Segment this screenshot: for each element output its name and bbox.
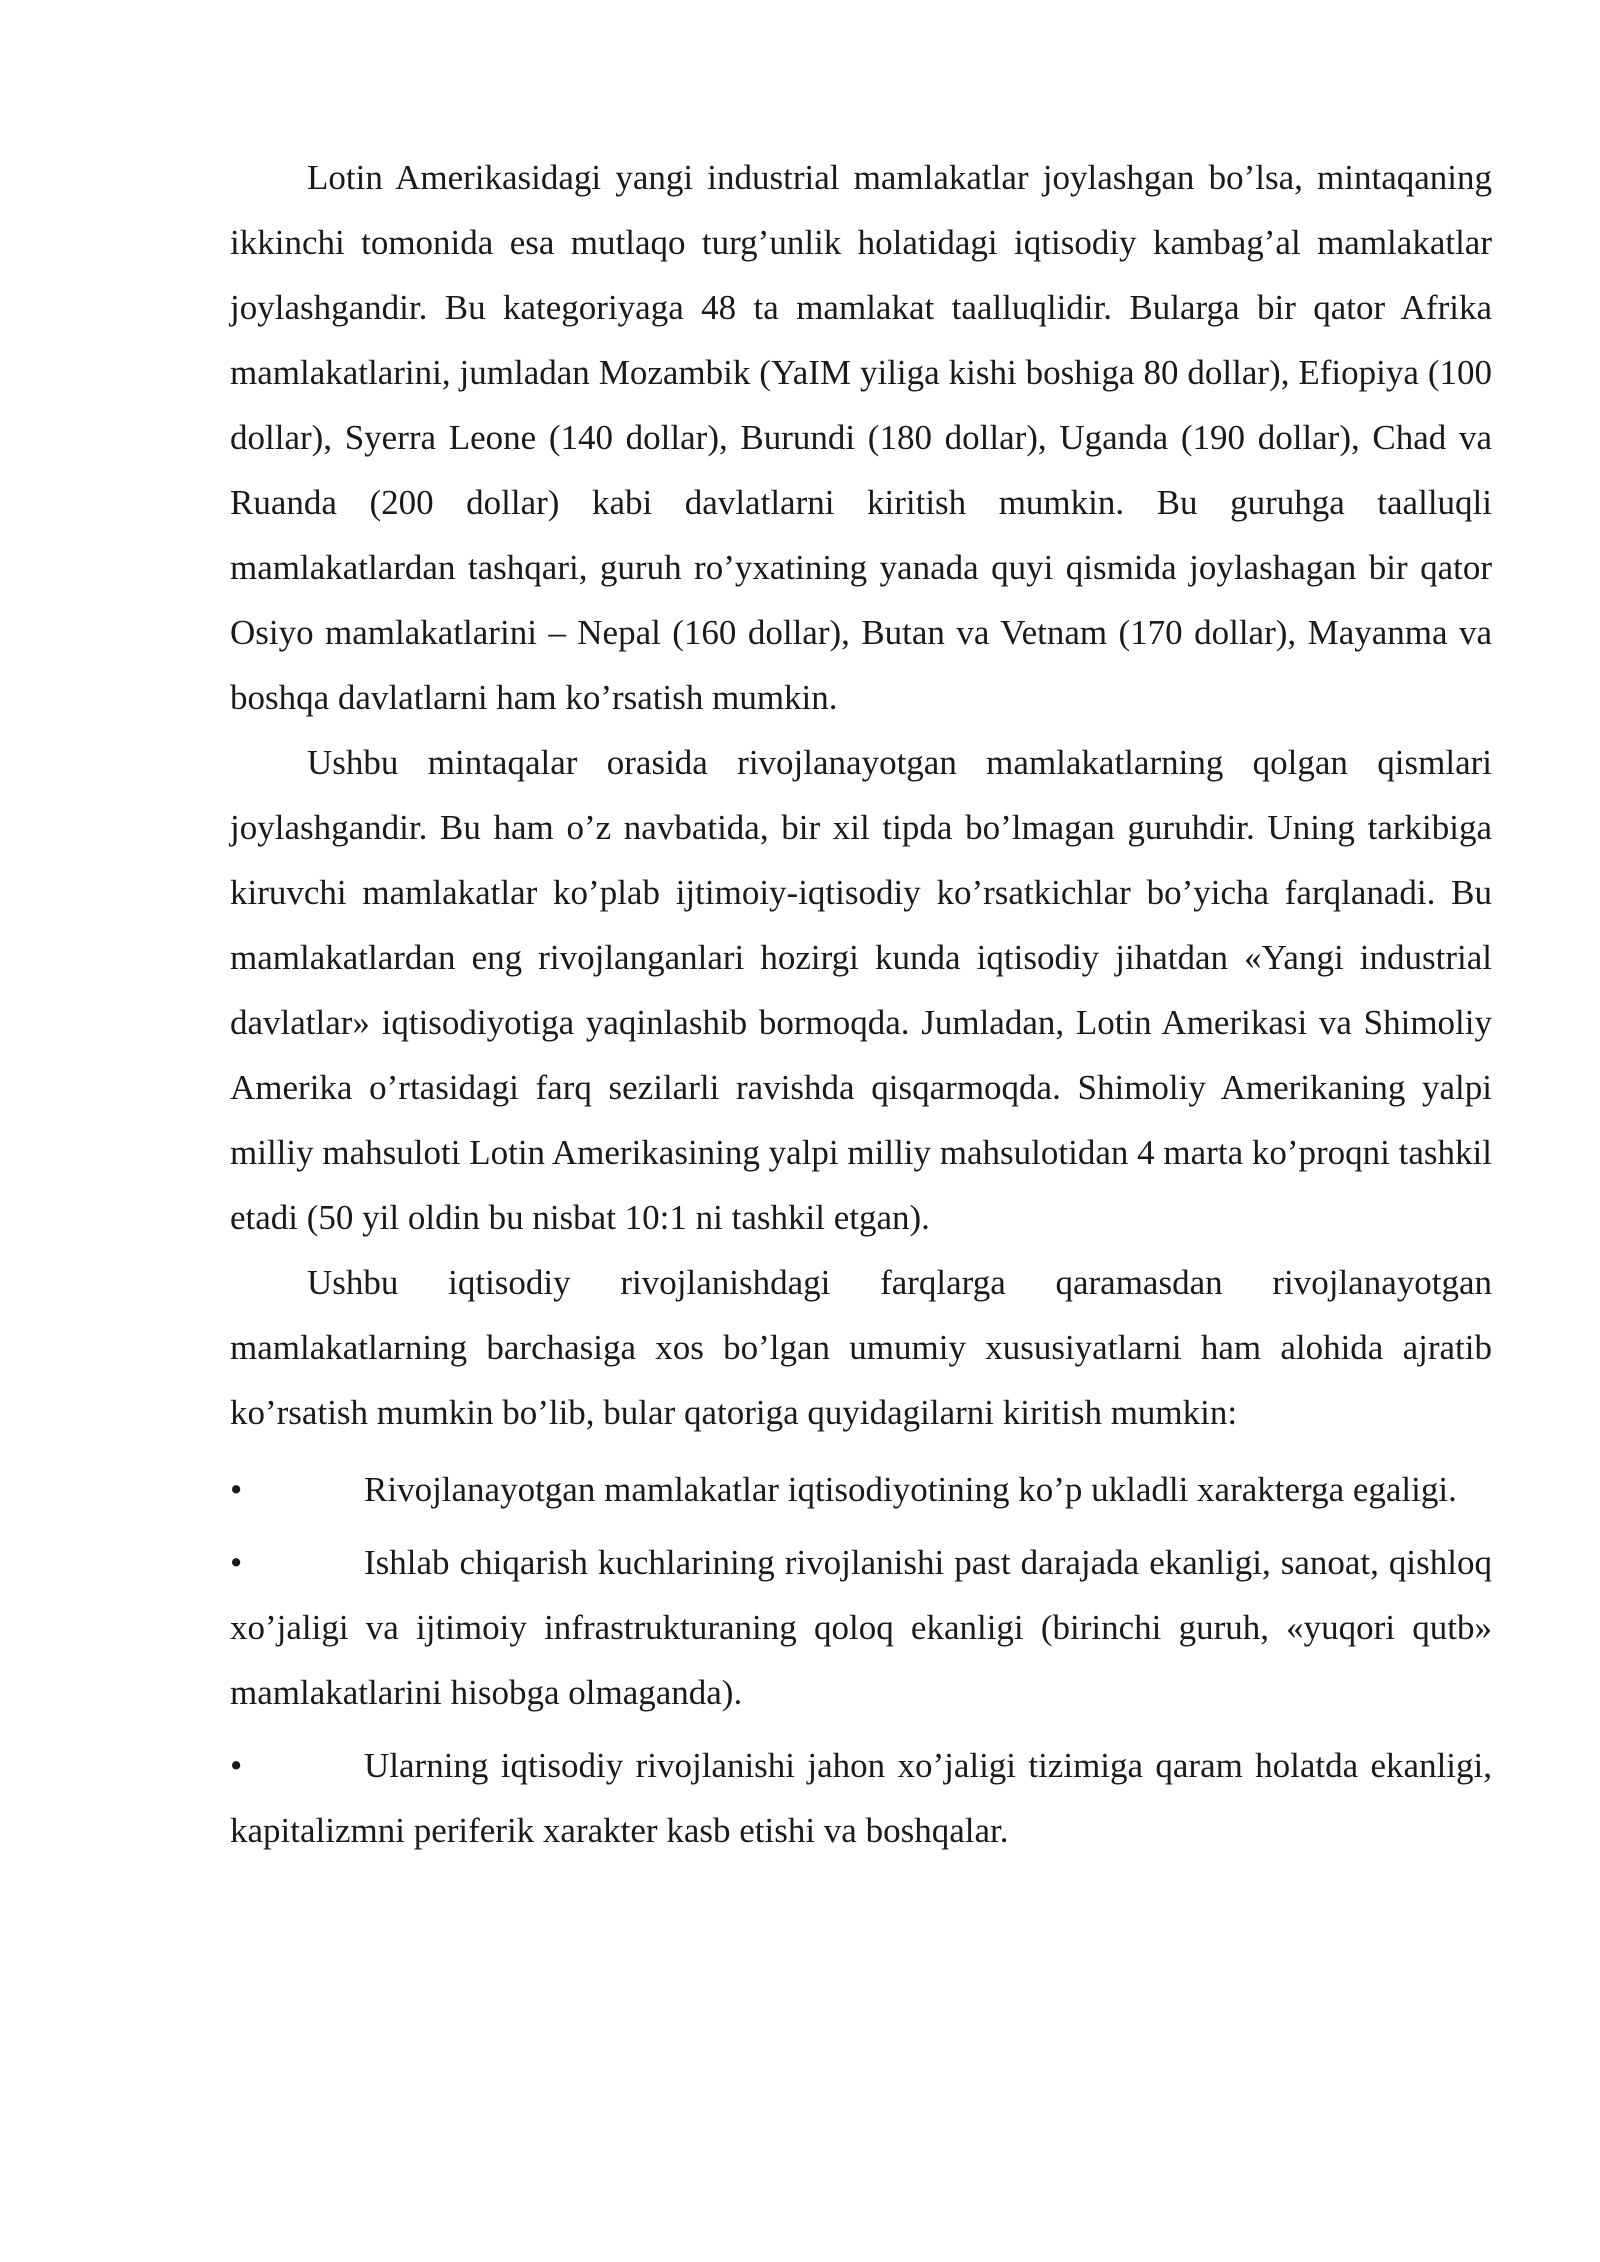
paragraph-3: Ushbu iqtisodiy rivojlanishdagi farqlarga qaramasdan rivojlanayotgan mamlakatlarning barchasiga xos bo’lgan umumiy xususiyatlarni ham alohida ajratib ko’rsatish mumkin bo’lib, bular qatoriga quyidagilarni kiritish mumkin:	[230, 1263, 1492, 1432]
bullet-icon: •	[230, 1470, 243, 1509]
bullet-icon: •	[230, 1543, 243, 1582]
bullet-item-2	[230, 1530, 1492, 1725]
bullet-item-3	[230, 1733, 1492, 1863]
paragraph-1: Lotin Amerikasidagi yangi industrial mamlakatlar joylashgan bo’lsa, mintaqaning ikkinchi tomonida esa mutlaqo turg’unlik holatidagi iqtisodiy kambag’al mamlakatlar joylashgandir. Bu kategoriyaga 48 ta mamlakat taalluqlidir. Bularga bir qator Afrika mamlakatlarini, jumladan Mozambik (YaIM yiliga kishi boshiga 80 dollar), Efiopiya (100 dollar), Syerra Leone (140 dollar), Burundi (180 dollar), Uganda (190 dollar), Chad va Ruanda (200 dollar) kabi davlatlarni kiritish mumkin. Bu guruhga taalluqli mamlakatlardan tashqari, guruh ro’yxatining yanada quyi qismida joylashagan bir qator Osiyo mamlakatlarini – Nepal (160 dollar), Butan va Vetnam (170 dollar), Mayanma va boshqa davlatlarni ham ko’rsatish mumkin.	[230, 158, 1492, 717]
document-body	[230, 145, 1492, 1863]
bullet-icon: •	[230, 1746, 243, 1785]
bullet-item-1	[230, 1457, 1492, 1522]
bullet-text: Rivojlanayotgan mamlakatlar iqtisodiyotining ko’p ukladli xarakterga egaligi.	[364, 1470, 1457, 1509]
bullet-text: Ishlab chiqarish kuchlarining rivojlanishi past darajada ekanligi, sanoat, qishloq xo’jaligi va ijtimoiy infrastrukturaning qoloq ekanligi (birinchi guruh, «yuqori qutb» mamlakatlarini hisobga olmaganda).	[230, 1543, 1492, 1712]
bullet-text: Ularning iqtisodiy rivojlanishi jahon xo’jaligi tizimiga qaram holatda ekanligi, kapitalizmni periferik xarakter kasb etishi va boshqalar.	[230, 1746, 1492, 1850]
paragraph-2: Ushbu mintaqalar orasida rivojlanayotgan mamlakatlarning qolgan qismlari joylashgandir. Bu ham o’z navbatida, bir xil tipda bo’lmagan guruhdir. Uning tarkibiga kiruvchi mamlakatlar ko’plab ijtimoiy-iqtisodiy ko’rsatkichlar bo’yicha farqlanadi. Bu mamlakatlardan eng rivojlanganlari hozirgi kunda iqtisodiy jihatdan «Yangi industrial davlatlar» iqtisodiyotiga yaqinlashib bormoqda. Jumladan, Lotin Amerikasi va Shimoliy Amerika o’rtasidagi farq sezilarli ravishda qisqarmoqda. Shimoliy Amerikaning yalpi milliy mahsuloti Lotin Amerikasining yalpi milliy mahsulotidan 4 marta ko’proqni tashkil etadi (50 yil oldin bu nisbat 10:1 ni tashkil etgan).	[230, 743, 1492, 1237]
